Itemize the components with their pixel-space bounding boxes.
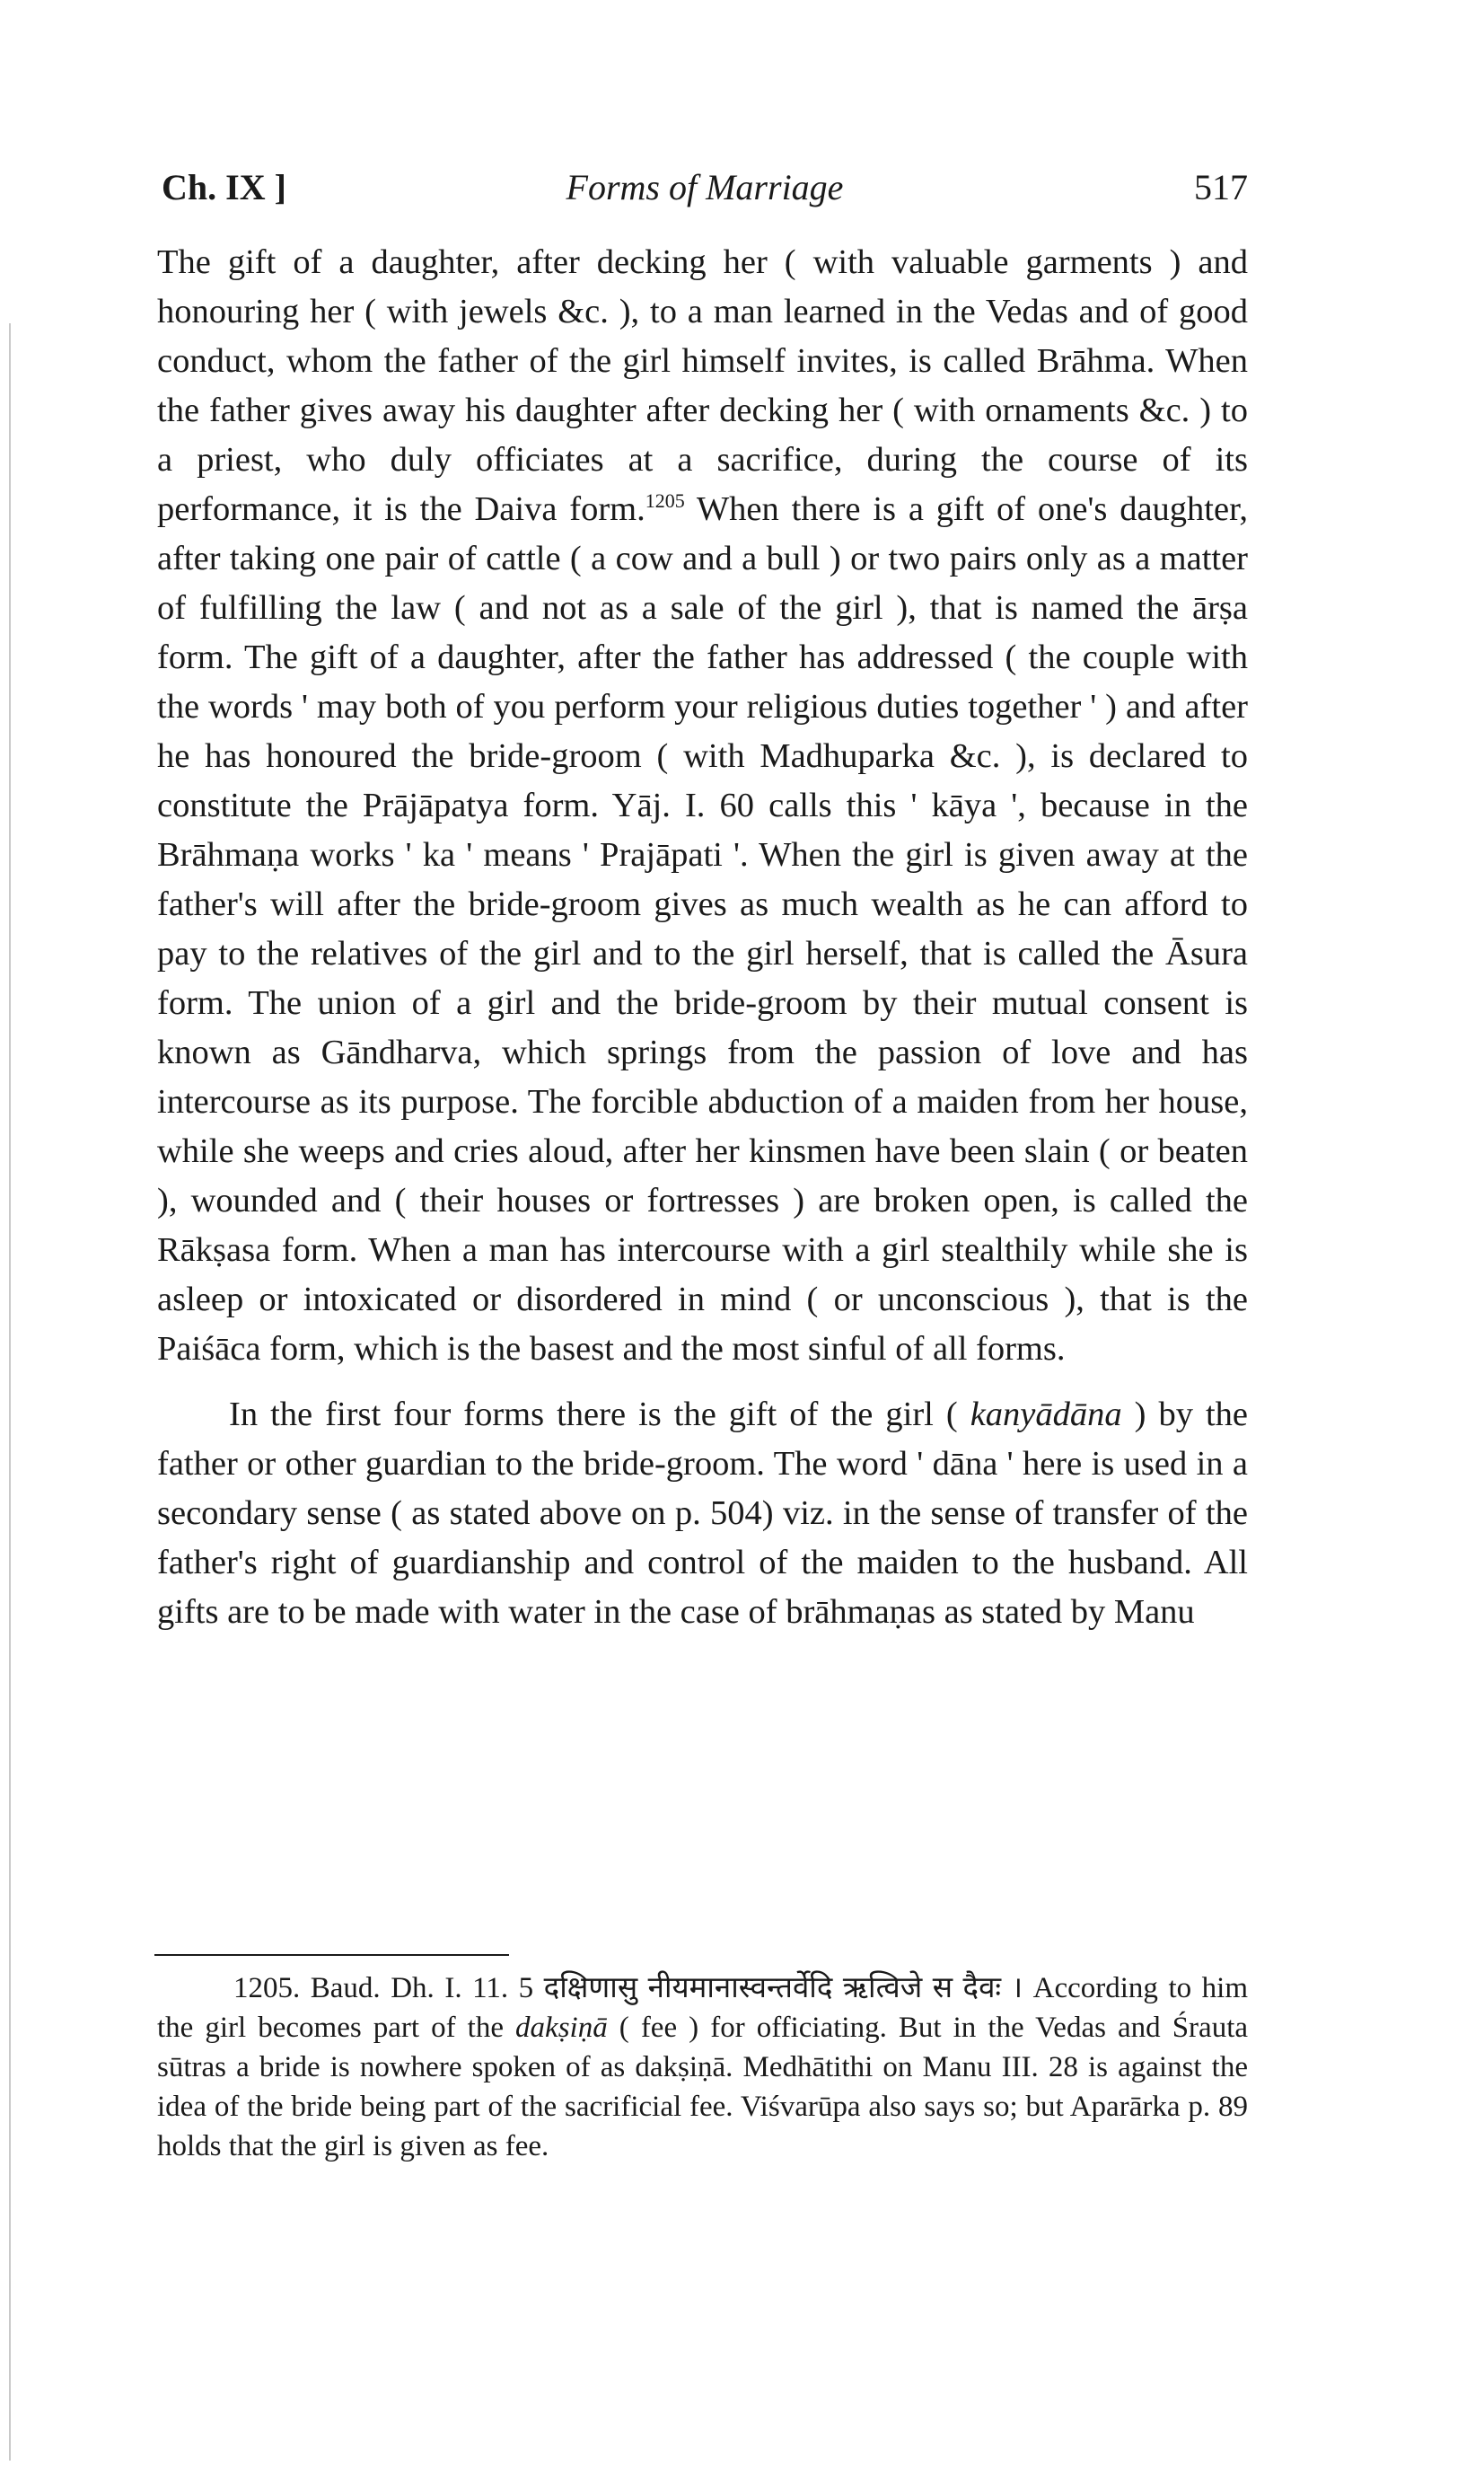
main-text: [157, 238, 1248, 1637]
footnote-text: Baud. Dh. I. 11. 5 दक्षिणासु नीयमानास्वन्तर्वेदि ऋत्विजे स दैवः । According to him the girl becomes part of the: [157, 1972, 1248, 2044]
paragraph-text: ) by the father or other guardian to the bride-groom. The word ' dāna ' here is used in a secondary sense ( as stated above on p. 504) viz. in the sense of transfer of the father's right of guardianship and control of the maiden to the husband. All gifts are to be made with water in the case of brāhmaṇas as stated by Manu: [157, 1396, 1248, 1631]
footnote-number: 1205.: [233, 1972, 301, 2004]
running-head: [162, 166, 1248, 220]
paragraph-forms-of-marriage: [157, 238, 1248, 1374]
paragraph-kanyadana: [157, 1390, 1248, 1637]
footnote-separator: [154, 1954, 509, 1956]
chapter-label: Ch. IX ]: [162, 167, 286, 207]
footnote-paragraph: [157, 1968, 1248, 2166]
page-number: 517: [1194, 167, 1248, 207]
scan-margin-line: [9, 323, 11, 2461]
italic-term: kanyādāna: [970, 1396, 1122, 1433]
paragraph-text: The gift of a daughter, after decking her ( with valuable garments ) and honouring her ( with jewels &c. ), to a man learned in the Vedas and of good conduct, whom the father of the girl himself invites, is called Brāhma. When the father gives away his daughter after decking her ( with ornaments &c. ) to a priest, who duly officiates at a sacrifice, during the course of its performance, it is the Daiva form.: [157, 243, 1248, 528]
paragraph-text: In the first four forms there is the gift of the girl (: [229, 1396, 970, 1433]
footnote-reference: 1205: [645, 489, 685, 513]
italic-term: dakṣiṇā: [515, 2012, 608, 2044]
running-title: Forms of Marriage: [566, 167, 844, 207]
footnote-1205: [157, 1968, 1248, 2166]
paragraph-text: When there is a gift of one's daughter, after taking one pair of cattle ( a cow and a bull ) or two pairs only as a matter of fulfilling the law ( and not as a sale of the girl ), that is named the ārṣa form. The gift of a daughter, after the father has addressed ( the couple with the words ' may both of you perform your religious duties together ' ) and after he has honoured the bride-groom ( with Madhuparka &c. ), is declared to constitute the Prājāpatya form. Yāj. I. 60 calls this ' kāya ', because in the Brāhmaṇa works ' ka ' means ' Prajāpati '. When the girl is given away at the father's will after the bride-groom gives as much wealth as he can afford to pay to the relatives of the girl and to the girl herself, that is called the Āsura form. The union of a girl and the bride-groom by their mutual consent is known as Gāndharva, which springs from the passion of love and has intercourse as its purpose. The forcible abduction of a maiden from her house, while she weeps and cries aloud, after her kinsmen have been slain ( or beaten ), wounded and ( their houses or fortresses ) are broken open, is called the Rākṣasa form. When a man has intercourse with a girl stealthily while she is asleep or intoxicated or disordered in mind ( or unconscious ), that is the Paiśāca form, which is the basest and the most sinful of all forms.: [157, 490, 1248, 1368]
footnote-text: ( fee ) for officiating. But in the Vedas and Śrauta sūtras a bride is nowhere spoken of as dakṣiṇā. Medhātithi on Manu III. 28 is against the idea of the bride being part of the sacrificial fee. Viśvarūpa also says so; but Aparārka p. 89 holds that the girl is given as fee.: [157, 2012, 1249, 2162]
